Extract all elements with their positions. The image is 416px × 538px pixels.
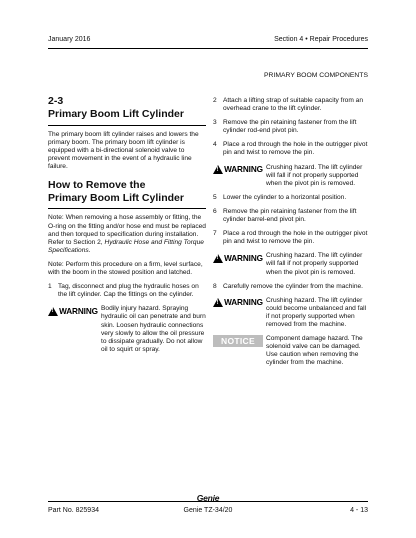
step-number: 4 <box>213 141 217 149</box>
warning-triangle-icon <box>213 254 223 263</box>
note-hoses-reference: Hydraulic Hose and Fitting Torque Specifications <box>48 238 204 254</box>
warning-badge <box>213 252 263 264</box>
step-text: Remove the pin retaining fastener from the lift cylinder barrel-end pivot pin. <box>223 207 357 224</box>
warning-text: Crushing hazard. The lift cylinder could become unbalanced and fall if not properly supported when removed from the machine. <box>266 296 367 328</box>
footer-part-number: Part No. 825934 <box>48 507 99 514</box>
step-number: 2 <box>213 97 217 104</box>
step-3 <box>213 119 369 135</box>
notice-callout <box>213 335 369 367</box>
warning-callout <box>213 297 369 329</box>
header-date: January 2016 <box>48 36 91 43</box>
intro-paragraph: The primary boom lift cylinder raises and lowers the primary boom. The primary boom lift cylinder is equipped with a bi-directional solenoid valve to prevent movement in the event of a hydraulic line failure. <box>48 131 199 171</box>
warning-text: Bodily injury hazard. Spraying hydraulic oil can penetrate and burn skin. Loosen hydraulic connections very slowly to allow the oil pressure to dissipate gradually. Do not allow oil to squirt or spray. <box>101 305 206 353</box>
step-text: Tag, disconnect and plug the hydraulic hoses on the lift cylinder. Cap the fittings on the cylinder. <box>58 283 199 299</box>
warning-badge <box>213 164 263 176</box>
step-number: 7 <box>213 230 217 238</box>
procedure-number: 2-3 <box>48 95 64 107</box>
warning-label: WARNING <box>224 253 263 263</box>
warning-callout <box>213 252 369 276</box>
procedure-title: Primary Boom Lift Cylinder <box>48 108 184 120</box>
step-text: Carefully remove the cylinder from the machine. <box>223 282 363 290</box>
notice-badge: NOTICE <box>213 335 263 347</box>
warning-label: WARNING <box>224 298 263 308</box>
step-2 <box>213 97 369 113</box>
title-rule <box>48 125 206 126</box>
footer-page-number: 4 - 13 <box>350 507 368 514</box>
step-text: Place a rod through the hole in the outrigger pivot pin and twist to remove the pin. <box>223 141 368 157</box>
warning-label: WARNING <box>224 165 263 175</box>
warning-badge <box>48 305 98 317</box>
step-number: 5 <box>213 193 217 201</box>
note-hoses-text: Note: When removing a hose assembly or fitting, the O-ring on the fitting and/or hose end must be replaced and then torqued to specification during installation. Refer to Section 2, <box>48 214 206 246</box>
warning-callout <box>48 305 206 354</box>
note-hoses-end: . <box>88 246 91 254</box>
subheading-line1: How to Remove the <box>48 179 146 192</box>
step-5 <box>213 194 369 202</box>
genie-logo: Genie <box>196 493 220 503</box>
step-number: 6 <box>213 207 217 215</box>
step-8 <box>213 283 369 291</box>
subheading-rule <box>48 208 206 209</box>
header-section: Section 4 • Repair Procedures <box>274 36 368 43</box>
footer-model: Genie TZ-34/20 <box>183 507 233 514</box>
warning-text: Crushing hazard. The lift cylinder will fall if not properly supported when the pivot pin is removed. <box>266 252 363 276</box>
step-number: 1 <box>48 283 52 291</box>
right-column <box>213 97 369 373</box>
warning-callout <box>213 164 369 188</box>
step-1 <box>48 283 206 299</box>
left-column <box>48 95 206 360</box>
step-number: 8 <box>213 282 217 290</box>
warning-triangle-icon <box>213 165 223 174</box>
step-text: Lower the cylinder to a horizontal position. <box>223 193 347 201</box>
warning-badge <box>213 297 263 309</box>
footer-rule <box>48 501 368 502</box>
subheading-line2: Primary Boom Lift Cylinder <box>48 191 184 204</box>
step-text: Attach a lifting strap of suitable capacity from an overhead crane to the lift cylinder. <box>223 97 364 113</box>
step-4 <box>213 141 369 157</box>
warning-text: Crushing hazard. The lift cylinder will fall if not properly supported when the pivot pin is removed. <box>266 163 363 187</box>
warning-label: WARNING <box>59 306 98 316</box>
step-6 <box>213 208 369 224</box>
warning-triangle-icon <box>48 307 58 316</box>
step-number: 3 <box>213 119 217 127</box>
header-rule <box>48 48 368 49</box>
step-text: Place a rod through the hole in the outrigger pivot pin and twist to remove the pin. <box>223 230 368 246</box>
section-title: PRIMARY BOOM COMPONENTS <box>264 72 368 79</box>
note-surface: Note: Perform this procedure on a firm, level surface, with the boom in the stowed position and latched. <box>48 260 203 277</box>
warning-triangle-icon <box>213 298 223 307</box>
notice-text: Component damage hazard. The solenoid valve can be damaged. Use caution when removing the cylinder from the machine. <box>266 335 363 367</box>
step-text: Remove the pin retaining fastener from the lift cylinder rod-end pivot pin. <box>223 119 357 135</box>
note-hoses <box>48 214 206 254</box>
step-7 <box>213 230 369 246</box>
